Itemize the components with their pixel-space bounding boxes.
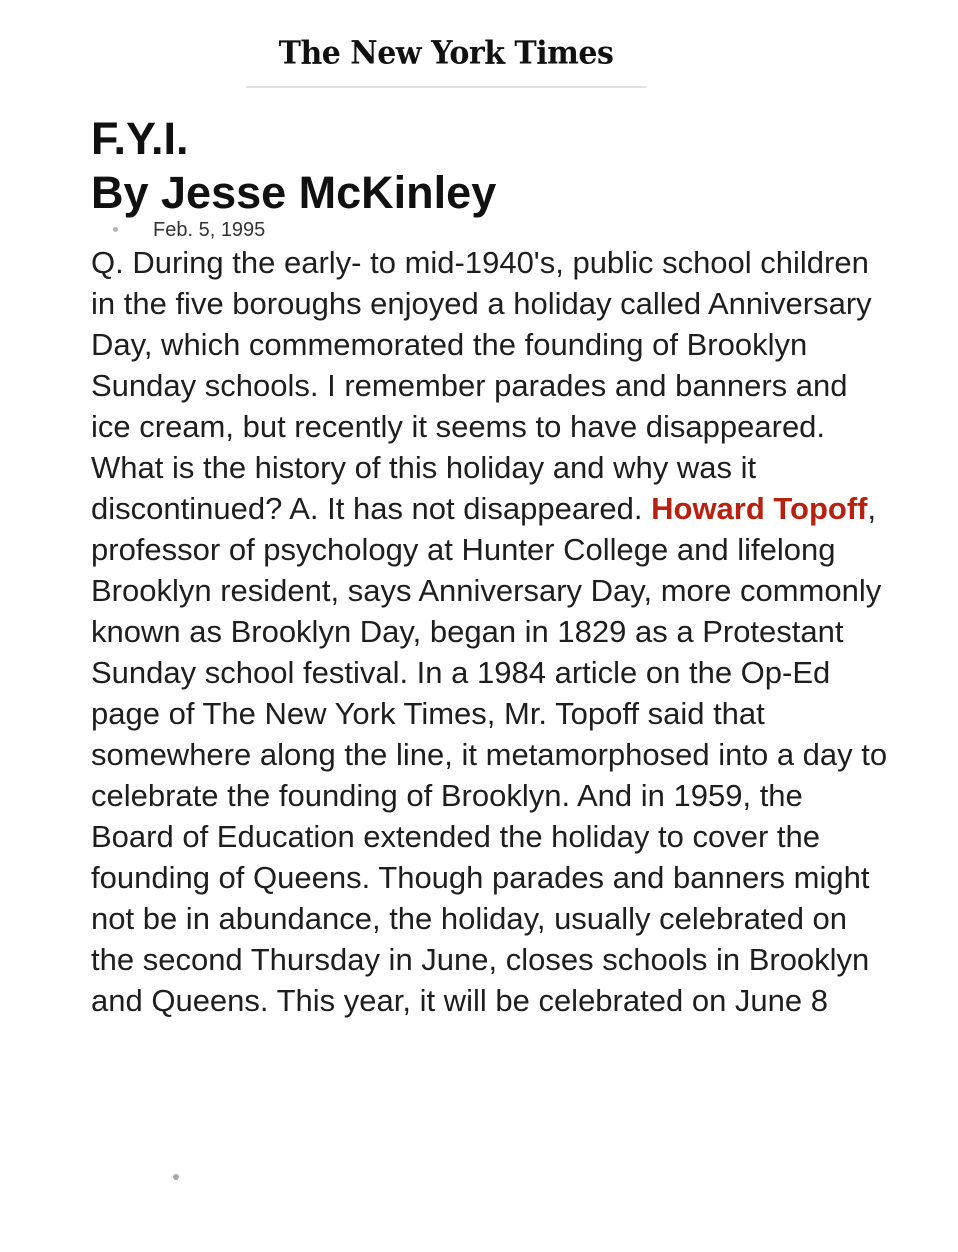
article-body (91, 242, 891, 1021)
headline-title: F.Y.I. (91, 113, 189, 164)
dateline: Feb. 5, 1995 (153, 219, 266, 241)
bullet-icon (113, 227, 118, 232)
body-text-part2: , professor of psychology at Hunter College and lifelong Brooklyn resident, says Anniversary Day, more commonly known as Brooklyn Day, began in 1829 as a Protestant Sunday school festival. In a 1984 article on the Op-Ed page of The New York Times, Mr. Topoff said that somewhere along the line, it metamorphosed into a day to celebrate the founding of Brooklyn. And in 1959, the Board of Education extended the holiday to cover the founding of Queens. Though parades and banners might not be in abundance, the holiday, usually celebrated on the second Thursday in June, closes schools in Brooklyn and Queens. This year, it will be celebrated on June 8 (91, 491, 888, 1018)
end-bullet-icon (173, 1174, 179, 1180)
headline-byline: By Jesse McKinley (91, 167, 497, 218)
meta-row (91, 219, 891, 241)
person-link-howard-topoff[interactable]: Howard Topoff (651, 491, 868, 526)
article (91, 112, 891, 1021)
body-text-part1: Q. During the early- to mid-1940's, public school children in the five boroughs enjoyed a holiday called Anniversary Day, which commemorated the founding of Brooklyn Sunday schools. I remember parades and banners and ice cream, but recently it seems to have disappeared. What is the history of this holiday and why was it discontinued? A. It has not disappeared. (91, 245, 872, 526)
masthead (246, 28, 646, 88)
nyt-logo[interactable]: The New York Times (278, 35, 614, 72)
headline (91, 112, 891, 220)
